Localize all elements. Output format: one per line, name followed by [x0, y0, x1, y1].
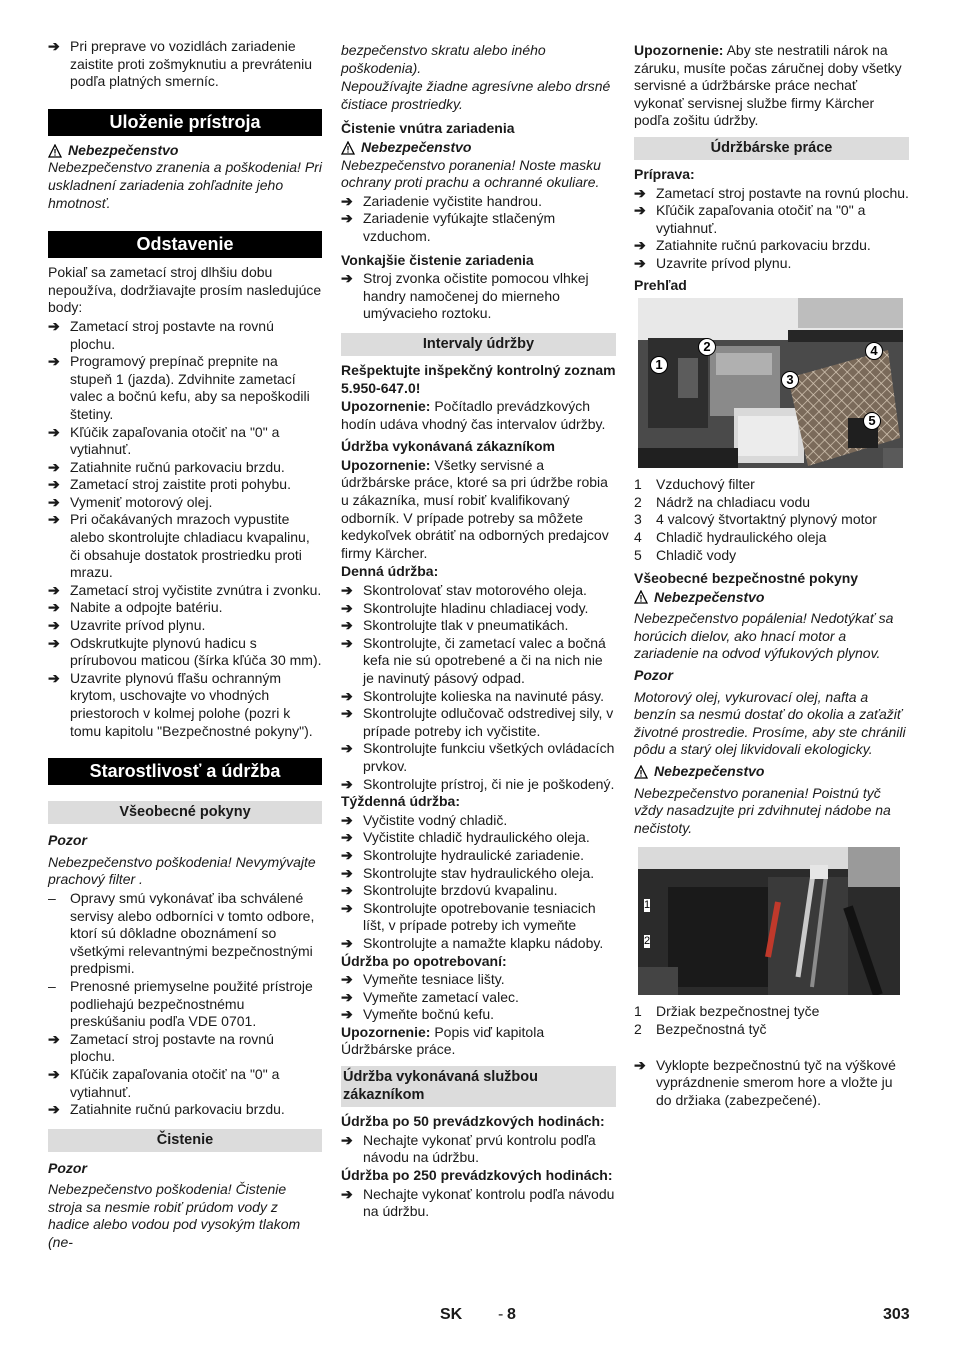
cleaning-text-cont: bezpečenstvo skratu alebo iného poškodenia). — [341, 42, 546, 76]
list-item: ➔ Skontrolujte, či zametací valec a bočná kefa nie sú opotrebené a či na nich nie je navinutý pásový odpad. — [341, 635, 616, 688]
overview-title: Prehľad — [634, 276, 687, 293]
wear-title: Údržba po opotrebovaní: — [341, 952, 507, 969]
caution-label: Pozor — [634, 667, 673, 684]
photo1-marker-1: 1 — [650, 356, 668, 374]
list-item: ➔ Uzavrite plynovú fľašu ochranným krytom, uschovajte vo vhodných priestoroch v kolmej polohe (pozri k tomu kapitolu "Bezpečnostné pokyny"). — [48, 670, 322, 740]
photo1-marker-3: 3 — [781, 371, 799, 389]
list-item: ➔ Zariadenie vyfúkajte stlačeným vzduchom. — [341, 210, 616, 245]
list-item: ➔ Zametací stroj vyčistite zvnútra i zvonku. — [48, 582, 322, 600]
danger-warning: Nebezpečenstvo — [634, 763, 909, 781]
list-item: ➔ Stroj zvonka očistite pomocou vlhkej handry namočenej do mierneho umývacieho roztoku. — [341, 270, 616, 323]
list-item: ➔ Kľúčik zapaľovania otočiť na "0" a vytiahnuť. — [48, 1066, 322, 1101]
transport-list — [48, 38, 322, 91]
safety-rod-photo-image — [638, 847, 900, 995]
list-item: ➔ Zametací stroj postavte na rovnú plochu. — [48, 318, 322, 353]
list-item: ➔ Zametací stroj postavte na rovnú plochu. — [48, 1031, 322, 1066]
legend-item — [634, 547, 909, 565]
legend-item — [634, 476, 909, 494]
legend-text: Vzduchový filter — [656, 476, 755, 493]
list-item: ➔ Vyčistite chladič hydraulického oleja. — [341, 829, 616, 847]
general-text: Nebezpečenstvo poškodenia! Nevymývajte prachový filter . — [48, 853, 316, 888]
list-item: – Opravy smú vykonávať iba schválené servisy alebo odborníci v tomto odbore, ktorí sú dôkladne oboznámení so všetkými relevantnými bezpečnostnými predpismi. — [48, 890, 322, 978]
list-item: ➔ Skontrolujte brzdovú kvapalinu. — [341, 882, 616, 900]
legend-number: 5 — [634, 546, 642, 563]
note-3: Upozornenie: Popis viď kapitola Údržbárske práce. — [341, 1023, 545, 1058]
h250-list — [341, 1186, 616, 1221]
list-item: ➔ Zariadenie vyčistite handrou. — [341, 193, 616, 211]
list-item: ➔ Vymeňte tesniace lišty. — [341, 971, 616, 989]
note-1: Upozornenie: Počítadlo prevádzkových hodín udáva vhodný čas intervalov údržby. — [341, 398, 606, 432]
h50-list — [341, 1132, 616, 1167]
wear-list — [341, 971, 616, 1024]
shutdown-list — [48, 318, 322, 740]
list-item: ➔ Vyčistite vodný chladič. — [341, 812, 616, 830]
checklist-text: Rešpektujte inšpekčný kontrolný zoznam 5.950-647.0! — [341, 361, 616, 396]
list-item: ➔ Pri očakávaných mrazoch vypustite alebo skontrolujte chladiacu kvapalinu, či obsahuje dostatok prostriedku proti mrazu. — [48, 511, 322, 581]
list-item: ➔ Zatiahnite ručnú parkovaciu brzdu. — [48, 459, 322, 477]
list-item: ➔ Odskrutkujte plynovú hadicu s prírubovou maticou (šírka kľúča 30 mm). — [48, 635, 322, 670]
heading-storage: Uloženie prístroja — [48, 109, 322, 136]
daily-title: Denná údržba: — [341, 563, 439, 580]
engine-legend — [634, 476, 909, 564]
column-2 — [341, 38, 616, 1221]
daily-list — [341, 582, 616, 793]
legend-text: Bezpečnostná tyč — [656, 1021, 767, 1037]
list-item: ➔ Skontrolujte hladinu chladiacej vody. — [341, 600, 616, 618]
legend-item — [634, 1021, 909, 1039]
general-list — [48, 1031, 322, 1119]
list-item: ➔ Zatiahnite ručnú parkovaciu brzdu. — [48, 1101, 322, 1119]
list-item: ➔ Vymeniť motorový olej. — [48, 494, 322, 512]
legend-text: Držiak bezpečnostnej tyče — [656, 1003, 820, 1020]
photo2-label-2: 2 — [644, 935, 651, 948]
danger-warning: Nebezpečenstvo — [341, 139, 616, 157]
caution-label: Pozor — [48, 832, 87, 849]
customer-maintenance-title: Údržba vykonávaná zákazníkom — [341, 438, 555, 455]
warning-triangle-icon — [341, 141, 355, 155]
legend-number: 1 — [634, 476, 642, 493]
subheading-service: Údržba vykonávaná službou zákazníkom — [341, 1066, 616, 1107]
cleaning-text: Nebezpečenstvo poškodenia! Čistenie stroja sa nesmie robiť prúdom vody z hadice alebo vodou pod vysokým tlakom (ne- — [48, 1181, 301, 1251]
legend-number: 1 — [634, 1003, 642, 1020]
list-item: ➔ Uzavrite prívod plynu. — [48, 617, 322, 635]
outer-cleaning-title: Vonkajšie čistenie zariadenia — [341, 251, 534, 268]
list-item: ➔ Kľúčik zapaľovania otočiť na "0" a vytiahnuť. — [48, 424, 322, 459]
caution-label: Pozor — [48, 1159, 87, 1176]
note-2: Upozornenie: Všetky servisné a údržbárske práce, ktoré sa pri údržbe robia u zákazníka, musí robiť kvalifikovaný odborník. V prípade potreby sa môžete kedykoľvek obrátiť na odborných predajcov firmy Kärcher. — [341, 456, 609, 561]
subheading-cleaning: Čistenie — [48, 1129, 322, 1152]
engine-photo — [638, 298, 903, 468]
column-3 — [634, 38, 909, 1109]
legend-item — [634, 494, 909, 512]
danger-warning: Nebezpečenstvo — [48, 142, 322, 160]
prep-title: Príprava: — [634, 165, 695, 182]
warning-triangle-icon — [634, 765, 648, 779]
legend-item — [634, 529, 909, 547]
legend-number: 2 — [634, 1021, 642, 1037]
list-item: ➔ Skontrolovať stav motorového oleja. — [341, 582, 616, 600]
subheading-general: Všeobecné pokyny — [48, 801, 322, 824]
photo1-marker-2: 2 — [698, 338, 716, 356]
legend-text: Nádrž na chladiacu vodu — [656, 493, 811, 510]
list-item: ➔ Skontrolujte prístroj, či nie je poškodený. — [341, 776, 616, 794]
legend-text: 4 valcový štvortaktný plynový motor — [656, 511, 877, 528]
injury-text: Nebezpečenstvo poranenia! Poistnú tyč vždy nasadzujte pri zdvihnutej nádobe na nečistoty. — [634, 784, 891, 836]
list-item: ➔ Skontrolujte funkciu všetkých ovládacích prvkov. — [341, 740, 616, 775]
list-item: ➔ Zametací stroj zaistite proti pohybu. — [48, 476, 322, 494]
list-item: ➔ Nechajte vykonať kontrolu podľa návodu na údržbu. — [341, 1186, 616, 1221]
subheading-intervals: Intervaly údržby — [341, 333, 616, 356]
subheading-work: Údržbárske práce — [634, 137, 909, 160]
safety-rod-photo — [638, 847, 900, 995]
list-item: ➔ Vyklopte bezpečnostnú tyč na výškové vyprázdnenie smerom hore a vložte ju do držiaka (zabezpečené). — [634, 1057, 909, 1110]
outer-cleaning-list — [341, 270, 616, 323]
cleaning-agents-text: Nepoužívajte žiadne agresívne alebo drsné čistiace prostriedky. — [341, 78, 611, 112]
warning-triangle-icon — [48, 144, 62, 158]
photo1-marker-5: 5 — [863, 412, 881, 430]
general-dash-list — [48, 890, 322, 1031]
list-item: ➔ Skontrolujte opotrebovanie tesniacich líšt, v prípade potreby ich vymeňte — [341, 900, 616, 935]
warranty-note: Upozornenie: Aby ste nestratili nárok na záruku, musíte počas záručnej doby všetky servisné a údržbárske práce nechať vykonať servisnej službe firmy Kärcher podľa zošitu údržby. — [634, 42, 902, 129]
burn-text: Nebezpečenstvo popálenia! Nedotýkať sa horúcich dielov, ako hnací motor a zariadenie na odvod výfukových plynov. — [634, 610, 894, 662]
list-item: ➔ Nabite a odpojte batériu. — [48, 599, 322, 617]
list-item: ➔ Nechajte vykonať prvú kontrolu podľa návodu na údržbu. — [341, 1132, 616, 1167]
heading-shutdown: Odstavenie — [48, 231, 322, 258]
legend-text: Chladič vody — [656, 546, 737, 563]
legend-number: 4 — [634, 528, 642, 545]
list-item: ➔ Zametací stroj postavte na rovnú plochu. — [634, 185, 909, 203]
list-item: ➔ Pri preprave vo vozidlách zariadenie zaistite proti zošmyknutiu a prevráteniu podľa platných smerníc. — [48, 38, 322, 91]
list-item: ➔ Skontrolujte hydraulické zariadenie. — [341, 847, 616, 865]
list-item: ➔ Programový prepínač prepnite na stupeň 1 (jazda). Zdvihnite zametací valec a bočnú kefu, aby sa nepoškodili štetiny. — [48, 353, 322, 423]
safety-rod-legend — [634, 1003, 909, 1038]
page-footer — [0, 1306, 954, 1330]
legend-item — [634, 511, 909, 529]
storage-text: Nebezpečenstvo zranenia a poškodenia! Pri uskladnení zariadenia zohľadnite jeho hmotnosť. — [48, 159, 322, 211]
photo1-marker-4: 4 — [865, 342, 883, 360]
column-1 — [48, 38, 322, 1253]
list-item: ➔ Zatiahnite ručnú parkovaciu brzdu. — [634, 237, 909, 255]
danger-warning: Nebezpečenstvo — [634, 589, 909, 607]
list-item: ➔ Skontrolujte odlučovač odstredivej sily, v prípade potreby ich vyčistite. — [341, 705, 616, 740]
footer-sep: - — [498, 1306, 504, 1323]
warning-triangle-icon — [634, 590, 648, 604]
legend-number: 3 — [634, 511, 642, 528]
footer-total: 303 — [883, 1306, 910, 1323]
list-item: ➔ Vymeňte bočnú kefu. — [341, 1006, 616, 1024]
list-item: ➔ Vymeňte zametací valec. — [341, 989, 616, 1007]
footer-page: 8 — [507, 1306, 516, 1323]
oil-text: Motorový olej, vykurovací olej, nafta a benzín sa nesmú dostať do okolia a zaťažiť životné prostredie. Prosíme, aby ste chránili pôdu a starý olej likvidovali ekologicky. — [634, 688, 906, 758]
legend-item — [634, 1003, 909, 1021]
heading-care: Starostlivosť a údržba — [48, 758, 322, 785]
legend-number: 2 — [634, 493, 642, 510]
photo2-label-1: 1 — [644, 899, 651, 912]
list-item: ➔ Skontrolujte stav hydraulického oleja. — [341, 865, 616, 883]
inner-cleaning-text: Nebezpečenstvo poranenia! Noste masku ochrany proti prachu a ochranné okuliare. — [341, 156, 601, 191]
h50-title: Údržba po 50 prevádzkových hodinách: — [341, 1113, 605, 1130]
inner-cleaning-title: Čistenie vnútra zariadenia — [341, 120, 515, 137]
list-item: ➔ Kľúčik zapaľovania otočiť na "0" a vytiahnuť. — [634, 202, 909, 237]
final-list — [634, 1057, 909, 1110]
list-item: – Prenosné priemyselne použité prístroje podliehajú bezpečnostnému preskúšaniu podľa VDE 0701. — [48, 978, 322, 1031]
weekly-list — [341, 812, 616, 953]
legend-text: Chladič hydraulického oleja — [656, 528, 827, 545]
h250-title: Údržba po 250 prevádzkových hodinách: — [341, 1167, 613, 1184]
footer-lang: SK — [440, 1306, 463, 1323]
list-item: ➔ Uzavrite prívod plynu. — [634, 255, 909, 273]
safety-title: Všeobecné bezpečnostné pokyny — [634, 570, 859, 587]
list-item: ➔ Skontrolujte tlak v pneumatikách. — [341, 617, 616, 635]
weekly-title: Týždenná údržba: — [341, 793, 461, 810]
list-item: ➔ Skontrolujte kolieska na navinuté pásy. — [341, 688, 616, 706]
engine-photo-image — [638, 298, 903, 468]
list-item: ➔ Skontrolujte a namažte klapku nádoby. — [341, 935, 616, 953]
shutdown-intro: Pokiaľ sa zametací stroj dlhšiu dobu nepoužíva, dodržiavajte prosím nasledujúce body: — [48, 264, 322, 316]
inner-cleaning-list — [341, 193, 616, 246]
prep-list — [634, 185, 909, 273]
